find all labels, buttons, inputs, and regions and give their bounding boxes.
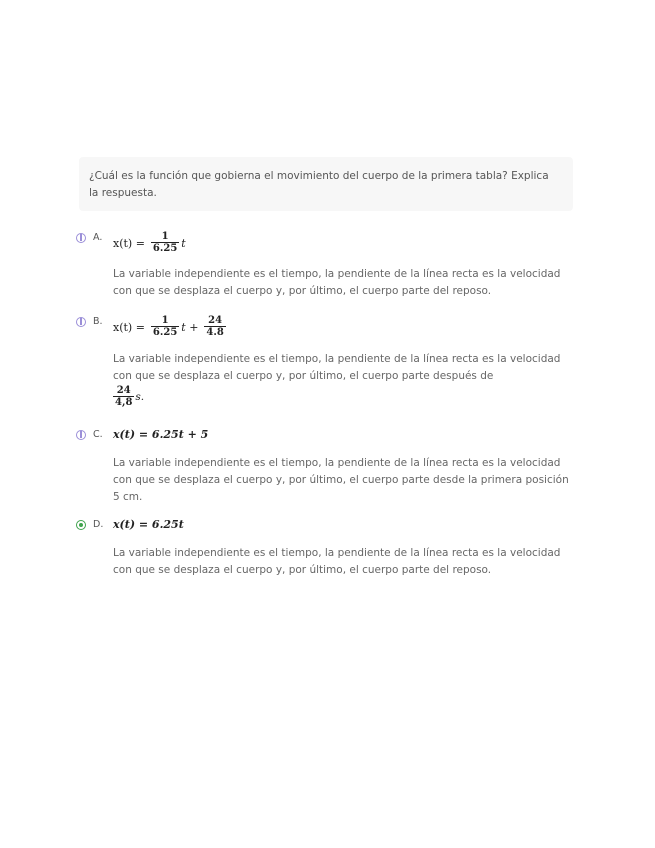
option-letter: C. [93,429,103,440]
option-a[interactable] [76,230,576,297]
fraction-denominator: 4,8 [115,397,133,408]
option-d-formula [113,518,184,531]
option-a-formula [113,231,186,255]
formula-lhs: x(t) = [113,320,145,334]
option-letter: D. [93,519,104,530]
option-letter: B. [93,316,103,327]
option-d[interactable] [76,517,576,576]
radio-b-icon[interactable] [76,317,86,327]
formula-variable: t + [181,320,199,334]
option-d-header[interactable] [76,517,576,541]
fraction-numerator: 1 [161,315,169,326]
formula-text: x(t) = 6.25t [113,518,184,531]
option-b-explanation [113,351,571,409]
fraction-denominator: 6.25 [152,243,178,254]
explanation-suffix: s. [135,391,145,403]
radio-d-selected-icon[interactable] [76,520,86,530]
formula-lhs: x(t) = [113,236,145,250]
option-b[interactable] [76,314,576,408]
fraction-numerator: 24 [116,385,131,396]
option-c-header[interactable] [76,427,576,451]
formula-fraction [151,231,179,255]
formula-text: x(t) = 6.25t + 5 [113,428,209,441]
fraction-denominator: 6.25 [152,327,178,338]
option-letter: A. [93,232,103,243]
option-d-explanation: La variable independiente es el tiempo, la pendiente de la línea recta es la velocidad con que se desplaza el cuerpo y, por último, el cuerpo parte del reposo. [113,547,561,576]
fraction-numerator: 24 [208,315,223,326]
option-c[interactable] [76,427,576,503]
question-text: ¿Cuál es la función que gobierna el movimiento del cuerpo de la primera tabla? Explica la respuesta. [89,170,549,199]
fraction-numerator: 1 [161,231,169,242]
formula-fraction-2 [204,315,225,339]
option-b-formula [113,315,228,339]
option-a-header[interactable] [76,230,576,254]
radio-c-icon[interactable] [76,430,86,440]
explanation-fraction [113,385,134,409]
formula-fraction-1 [151,315,179,339]
option-c-formula [113,428,208,441]
explanation-text: La variable independiente es el tiempo, la pendiente de la línea recta es la velocidad con que se desplaza el cuerpo y, por último, el cuerpo parte después de [113,353,561,382]
option-c-explanation: La variable independiente es el tiempo, la pendiente de la línea recta es la velocidad con que se desplaza el cuerpo y, por último, el cuerpo parte desde la primera posición 5 cm. [113,457,569,503]
option-a-explanation: La variable independiente es el tiempo, la pendiente de la línea recta es la velocidad con que se desplaza el cuerpo y, por último, el cuerpo parte del reposo. [113,268,561,297]
formula-variable: t [181,236,186,250]
question-box [79,157,573,211]
option-b-header[interactable] [76,314,576,338]
fraction-denominator: 4.8 [206,327,224,338]
radio-a-icon[interactable] [76,233,86,243]
